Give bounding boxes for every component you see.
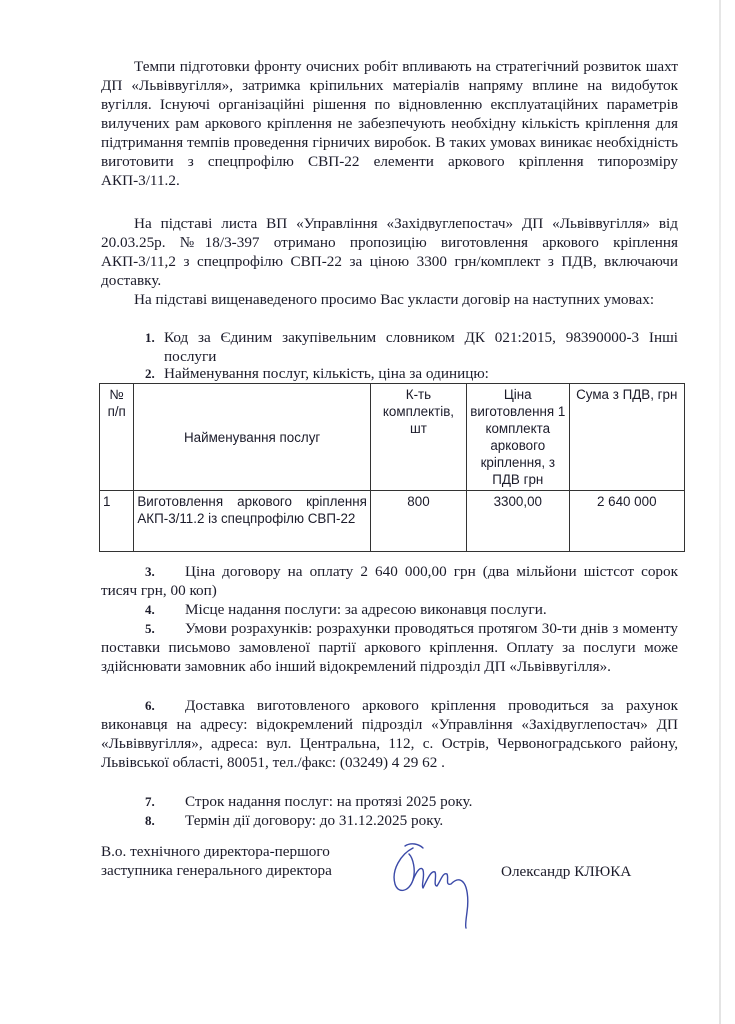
list-number: 7.	[145, 794, 155, 809]
list-item-8	[101, 811, 678, 830]
list-text: Строк надання послуг: на протязі 2025 року.	[185, 793, 473, 810]
list-number: 1.	[145, 330, 155, 345]
intro-paragraph-1: Темпи підготовки фронту очисних робіт впливають на стратегічний розвиток шахт ДП «Львіввугілля», затримка кріпильних матеріалів напряму вплине на видобуток вугілля. Існуючі організаційні рішення по відновленню експлуатаційних параметрів вилучених рам аркового кріплення не забезпечують необхідну кількість кріплення для підтримання темпів проведення гірничих виробок. В таких умовах виникає необхідність виготовити з спецпрофілю СВП-22 елементи аркового кріплення типорозміру АКП-3/11.2.	[101, 58, 678, 189]
list-number: 3.	[145, 564, 155, 579]
signatory-name: Олександр КЛЮКА	[501, 863, 632, 880]
intro-paragraph-3: На підставі вищенаведеного просимо Вас укласти договір на наступних умовах:	[134, 291, 655, 308]
list-item-5	[101, 619, 678, 676]
list-text: Доставка виготовленого аркового кріплення проводиться за рахунок виконавця на адресу: відокремлений підрозділ «Управління «Західвуглепостач» ДП «Львіввугілля», адреса: вул. Центральна, 112, с. Острів, Червоноградського району, Львівської області, 80051, тел./факс: (03249) 4 29 62 .	[101, 697, 678, 771]
page-edge-shadow	[719, 0, 721, 1024]
cell-qty: 800	[370, 491, 466, 552]
table-row	[100, 491, 685, 552]
list-number: 5.	[145, 621, 155, 636]
header-price: Ціна виготовлення 1 комплекта аркового кріплення, з ПДВ грн	[467, 384, 569, 491]
signatory-position-line2: заступника генерального директора	[101, 862, 332, 879]
cell-name: Виготовлення аркового кріплення АКП-3/11.2 із спецпрофілю СВП-22	[134, 491, 371, 552]
list-text: Термін дії договору: до 31.12.2025 року.	[185, 812, 444, 829]
table-header-row	[100, 384, 685, 491]
list-item-2	[101, 364, 678, 383]
list-text: Код за Єдиним закупівельним словником ДК 021:2015, 98390000-3 Інші послуги	[164, 329, 678, 365]
signatory-position	[101, 842, 332, 880]
cell-price: 3300,00	[467, 491, 569, 552]
list-text: Ціна договору на оплату 2 640 000,00 грн (два мільйони шістсот сорок тисяч грн, 00 коп)	[101, 563, 678, 599]
list-item-7	[101, 792, 678, 811]
list-text: Умови розрахунків: розрахунки проводяться протягом 30-ти днів з моменту поставки письмово замовленої партії аркового кріплення. Оплату за послуги може здійснювати замовник або інший відокремлений підрозділ ДП «Львіввугілля».	[101, 620, 678, 675]
services-table	[99, 383, 685, 552]
list-number: 4.	[145, 602, 155, 617]
list-item-3	[101, 562, 678, 600]
intro-paragraph-2: На підставі листа ВП «Управління «Західвуглепостач» ДП «Львіввугілля» від 20.03.25р. №18/3-397 отримано пропозицію виготовлення аркового кріплення АКП-3/11,2 з спецпрофілю СВП-22 за ціною 3300 грн/комплект з ПДВ, включаючи доставку.	[101, 215, 678, 289]
list-text: Найменування послуг, кількість, ціна за одиницю:	[164, 365, 489, 382]
header-qty: К-ть комплектів, шт	[370, 384, 466, 491]
cell-sum: 2 640 000	[569, 491, 685, 552]
list-number: 6.	[145, 698, 155, 713]
list-item-1	[101, 328, 678, 366]
list-text: Місце надання послуги: за адресою виконавця послуги.	[185, 601, 547, 618]
handwritten-signature-icon	[383, 840, 493, 930]
header-num: № п/п	[100, 384, 134, 491]
header-name: Найменування послуг	[134, 384, 371, 491]
list-item-6	[101, 696, 678, 772]
list-item-4	[101, 600, 678, 619]
list-number: 8.	[145, 813, 155, 828]
signatory-position-line1: В.о. технічного директора-першого	[101, 843, 330, 860]
list-number: 2.	[145, 366, 155, 381]
header-sum: Сума з ПДВ, грн	[569, 384, 685, 491]
cell-num: 1	[100, 491, 134, 552]
